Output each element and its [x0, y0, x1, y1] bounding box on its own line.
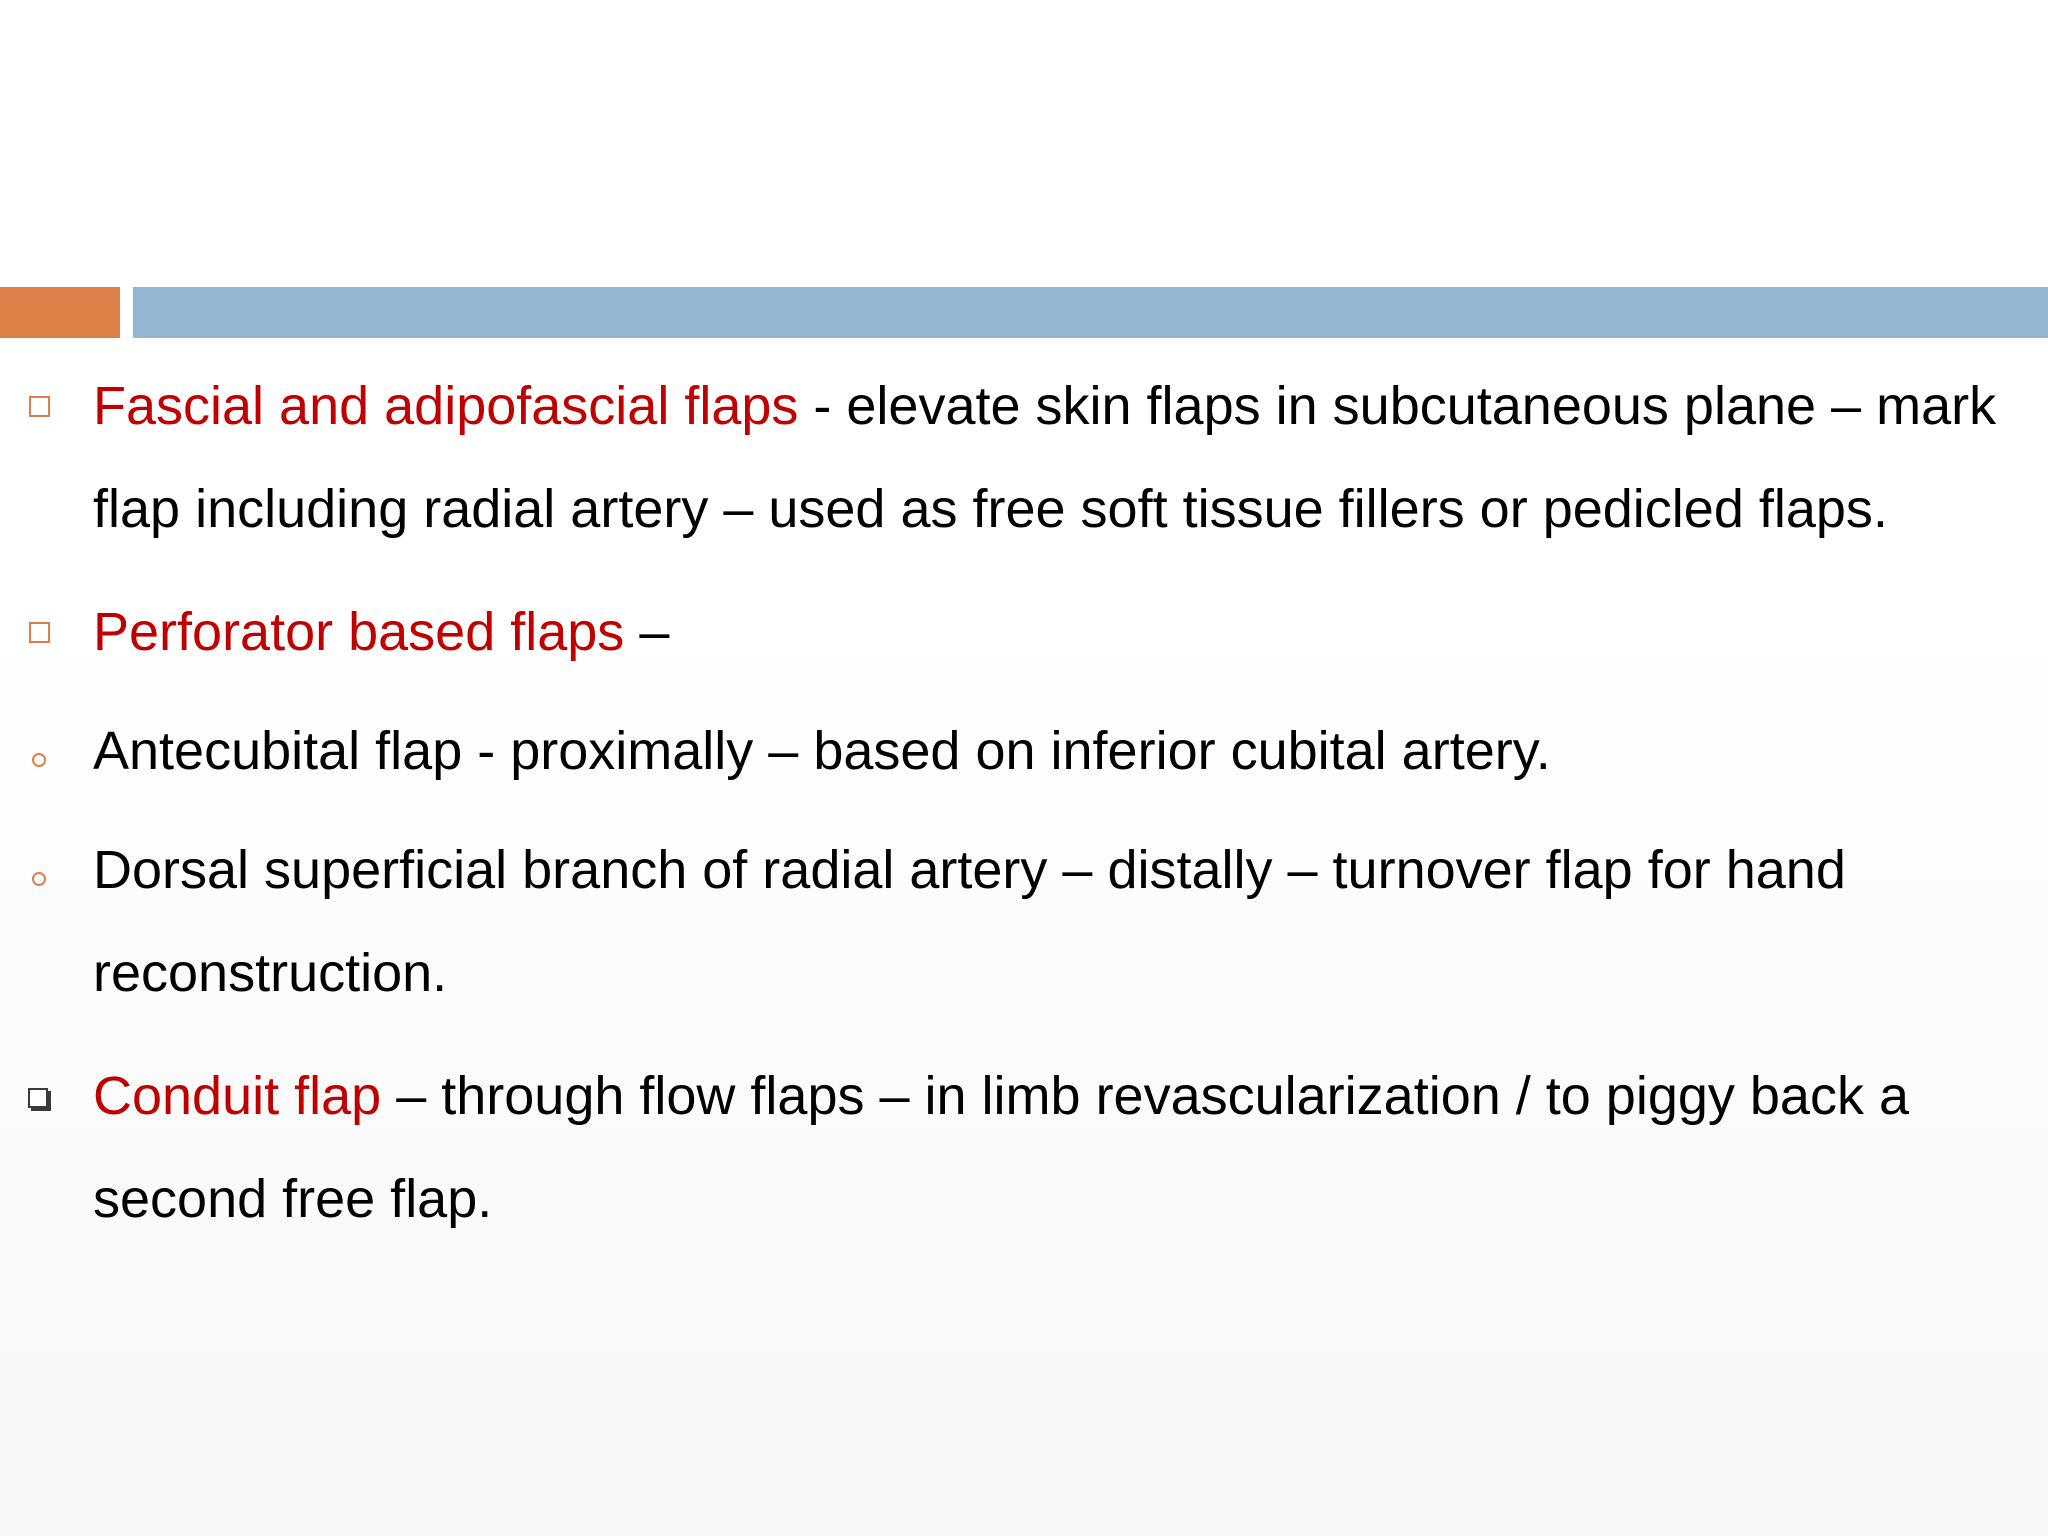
item-body: Dorsal superficial branch of radial artery – distally – turnover flap for hand reconstruction. — [93, 840, 1846, 1003]
slide-content — [0, 355, 2048, 1251]
header-accent-bar-orange — [0, 287, 120, 338]
item-title: Conduit flap — [93, 1066, 382, 1126]
sub-bullet-item-dorsal-branch — [0, 819, 2048, 1025]
hollow-circle-bullet-icon — [22, 700, 56, 803]
sub-bullet-item-antecubital-flap — [0, 700, 2048, 803]
shadowed-square-bullet-icon — [22, 1045, 56, 1148]
hollow-square-bullet-icon — [22, 581, 56, 684]
header-accent-bar-blue — [133, 287, 2048, 338]
hollow-square-bullet-icon — [22, 355, 56, 458]
bullet-item-conduit-flap — [0, 1045, 2048, 1251]
item-body: – — [624, 602, 670, 662]
bullet-item-perforator-flaps — [0, 581, 2048, 684]
item-title: Perforator based flaps — [93, 602, 625, 662]
bullet-item-fascial-flaps — [0, 355, 2048, 561]
hollow-circle-bullet-icon — [22, 819, 56, 922]
item-title: Fascial and adipofascial flaps — [93, 376, 799, 436]
item-body: - elevate skin flaps in subcutaneous plane – mark flap including radial artery – used as free soft tissue fillers or pedicled flaps. — [93, 376, 1997, 539]
item-body: – through flow flaps – in limb revascularization / to piggy back a second free flap. — [93, 1066, 1909, 1229]
item-body: Antecubital flap - proximally – based on inferior cubital artery. — [93, 721, 1551, 781]
